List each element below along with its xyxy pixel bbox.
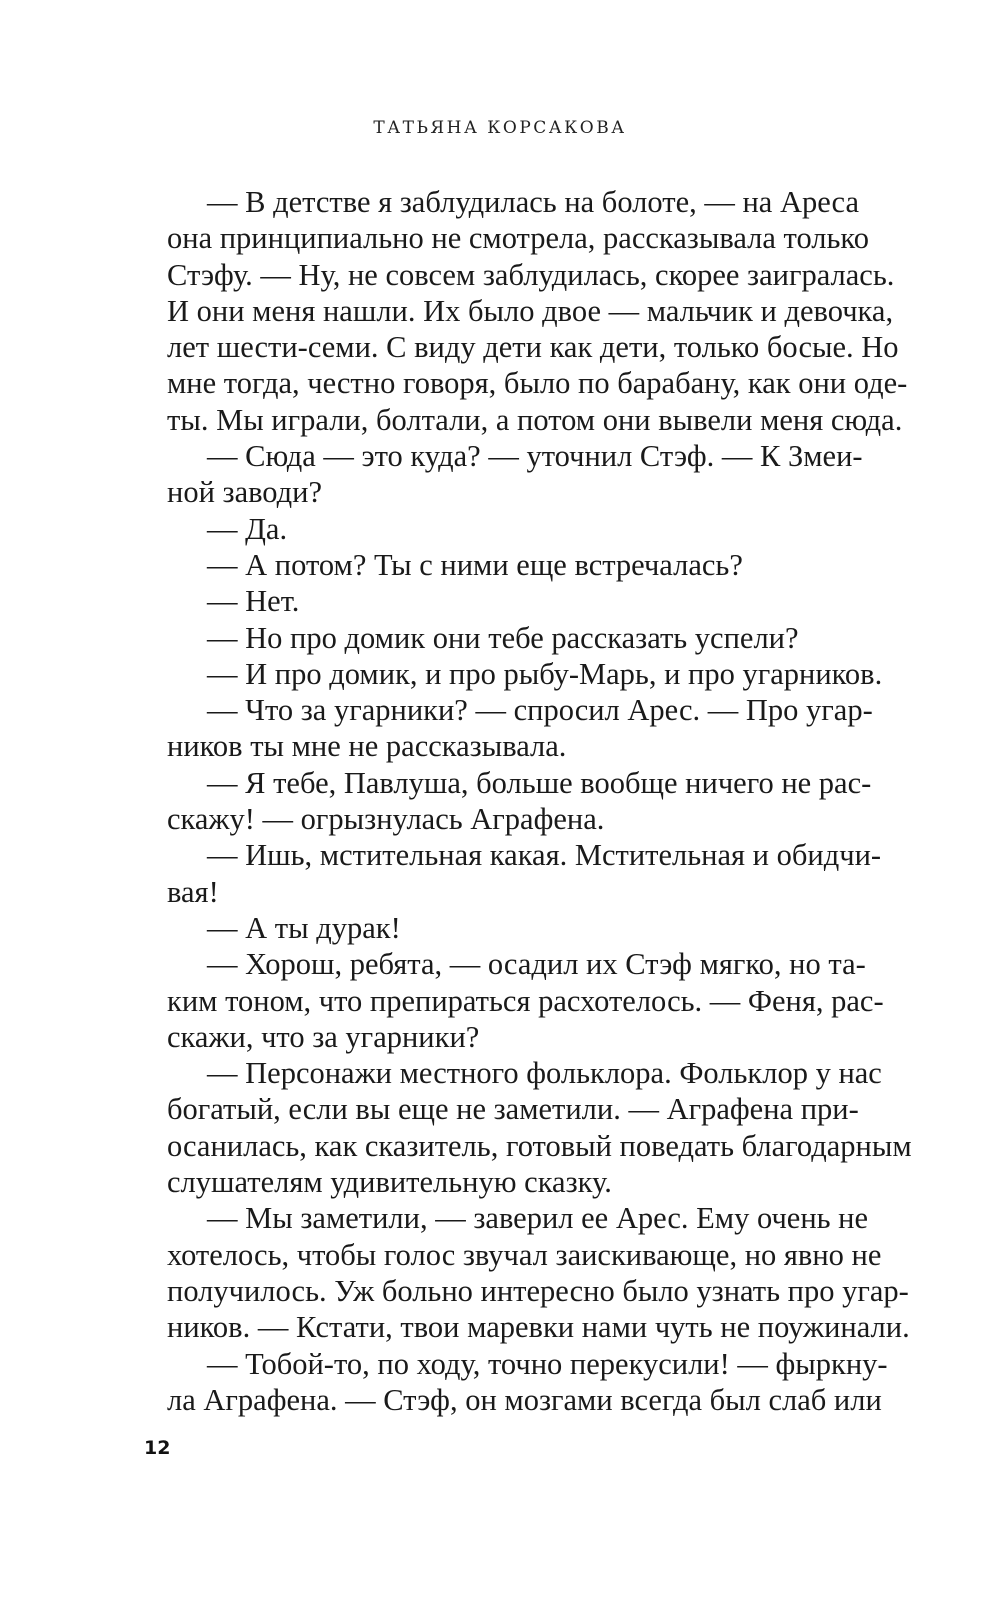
text-line: ким тоном, что препираться расхотелось. — Феня, рас- [167, 983, 884, 1018]
text-line: — Хорош, ребята, — осадил их Стэф мягко, но та- [207, 947, 866, 982]
text-line: — А ты дурак! [207, 910, 401, 945]
text-line: — Нет. [207, 584, 300, 619]
text-line: получилось. Уж больно интересно было узнать про угар- [167, 1273, 909, 1308]
text-line: хотелось, чтобы голос звучал заискивающе, но явно не [167, 1237, 882, 1272]
text-line: лет шести-семи. С виду дети как дети, только босые. Но [167, 330, 899, 365]
text-line: Стэфу. — Ну, не совсем заблудилась, скорее заигралась. [167, 257, 895, 292]
text-line: — Да. [207, 511, 288, 546]
text-line: — И про домик, и про рыбу-Марь, и про угарников. [207, 656, 883, 691]
text-line: И они меня нашли. Их было двое — мальчик и девочка, [167, 293, 894, 328]
text-line: — Ишь, мстительная какая. Мстительная и обидчи- [207, 838, 882, 873]
text-line: осанилась, как сказитель, готовый поведать благодарным [167, 1128, 912, 1163]
text-line: — Я тебе, Павлуша, больше вообще ничего не рас- [207, 765, 872, 800]
text-line: ников. — Кстати, твои маревки нами чуть не поужинали. [167, 1310, 910, 1345]
body-text [167, 184, 912, 1418]
text-line: скажи, что за угарники? [167, 1019, 480, 1054]
text-line: богатый, если вы еще не заметили. — Аграфена при- [167, 1092, 859, 1127]
text-line: — А потом? Ты с ними еще встречалась? [207, 547, 743, 582]
text-line: вая! [167, 874, 219, 909]
page-number: 12 [144, 1437, 171, 1459]
text-line: — Мы заметили, — заверил ее Арес. Ему очень не [207, 1201, 869, 1236]
text-line: — Персонажи местного фольклора. Фольклор у нас [207, 1056, 882, 1091]
text-line: ной заводи? [167, 475, 323, 510]
text-line: слушателям удивительную сказку. [167, 1165, 612, 1200]
text-line: ников ты мне не рассказывала. [167, 729, 567, 764]
text-line: — Но про домик они тебе рассказать успели? [207, 620, 799, 655]
running-head: ТАТЬЯНА КОРСАКОВА [373, 118, 627, 138]
text-line: она принципиально не смотрела, рассказывала только [167, 221, 869, 256]
text-line: мне тогда, честно говоря, было по барабану, как они оде- [167, 366, 908, 401]
text-line: скажу! — огрызнулась Аграфена. [167, 802, 605, 837]
text-line: — В детстве я заблудилась на болоте, — на Ареса [207, 185, 859, 219]
text-line: — Тобой-то, по ходу, точно перекусили! — фыркну- [207, 1346, 888, 1381]
text-line: ла Аграфена. — Стэф, он мозгами всегда был слаб или [167, 1382, 882, 1417]
text-line: — Сюда — это куда? — уточнил Стэф. — К Змеи- [207, 439, 863, 474]
text-line: — Что за угарники? — спросил Арес. — Про угар- [207, 693, 873, 728]
text-line: ты. Мы играли, болтали, а потом они вывели меня сюда. [167, 402, 903, 437]
